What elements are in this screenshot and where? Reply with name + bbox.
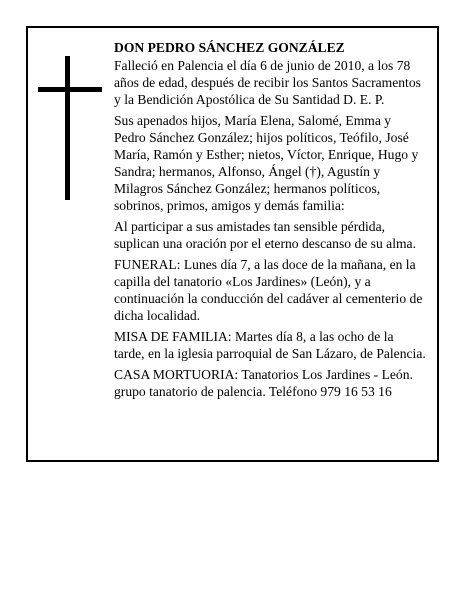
obituary-notice bbox=[26, 26, 439, 462]
prayer-request: Al participar a sus amistades tan sensible pérdida, suplican una oración por el eterno descanso de su alma. bbox=[114, 219, 416, 251]
funeral-home-info: CASA MORTUORIA: Tanatorios Los Jardines - León. grupo tanatorio de palencia. Teléfono 979 16 53 16 bbox=[114, 367, 413, 399]
cross-vertical-bar bbox=[65, 56, 70, 200]
notice-text bbox=[114, 39, 426, 404]
family-list: Sus apenados hijos, María Elena, Salomé, Emma y Pedro Sánchez González; hijos políticos, Teófilo, José María, Ramón y Esther; nietos, Víctor, Enrique, Hugo y Sandra; hermanos, Alfonso, Ángel (†), Agustín y Milagros Sánchez González; hermanos políticos, sobrinos, primos, amigos y demás familia: bbox=[114, 113, 419, 213]
funeral-info: FUNERAL: Lunes día 7, a las doce de la mañana, en la capilla del tanatorio «Los Jardines» (León), y a continuación la conducción del cadáver al cementerio de dicha localidad. bbox=[114, 257, 423, 323]
family-mass-info: MISA DE FAMILIA: Martes día 8, a las ocho de la tarde, en la iglesia parroquial de San Lázaro, de Palencia. bbox=[114, 329, 426, 361]
cross-icon bbox=[38, 56, 102, 200]
death-announcement: Falleció en Palencia el día 6 de junio de 2010, a los 78 años de edad, después de recibir los Santos Sacramentos y la Bendición Apostólica de Su Santidad D. E. P. bbox=[114, 58, 421, 107]
cross-horizontal-bar bbox=[38, 87, 102, 92]
deceased-name: DON PEDRO SÁNCHEZ GONZÁLEZ bbox=[114, 40, 345, 55]
